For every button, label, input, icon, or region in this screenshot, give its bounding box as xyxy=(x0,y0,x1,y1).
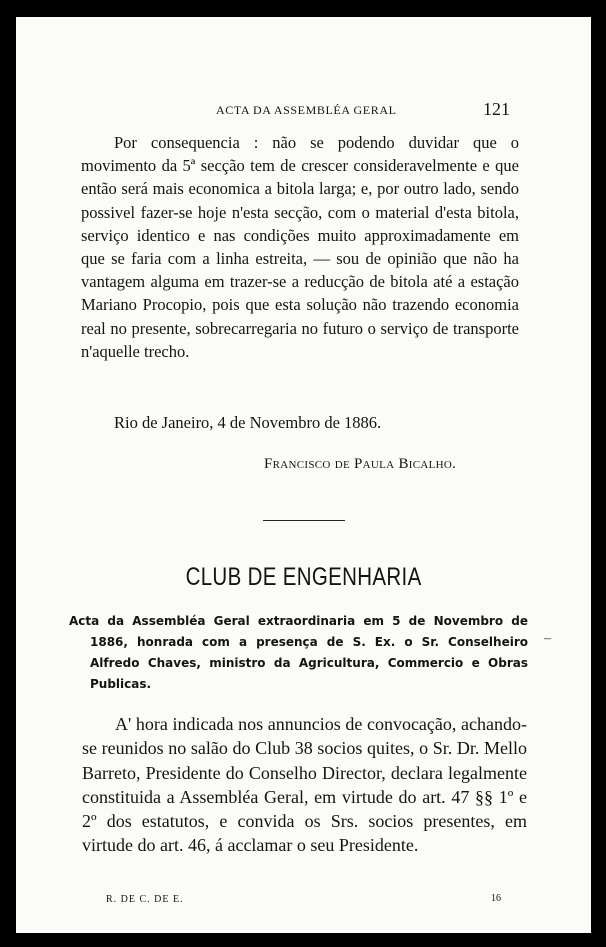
footer-sheet-number: 16 xyxy=(491,893,501,904)
running-title: ACTA DA ASSEMBLÉA GERAL xyxy=(216,103,397,117)
running-head xyxy=(16,101,591,121)
page-number: 121 xyxy=(483,99,510,119)
section-divider xyxy=(263,520,345,521)
minutes-summary: Acta da Assembléa Geral extraordinaria em 5 de Novembro de 1886, honrada com a presença de S. Ex. o Sr. Conselheiro Alfredo Chaves, ministro da Agricultura, Commercio e Obras Publicas. xyxy=(69,614,528,691)
section-title: CLUB DE ENGENHARIA xyxy=(185,563,422,591)
margin-dash-mark: – xyxy=(544,631,551,646)
date-line: Rio de Janeiro, 4 de Novembro de 1886. xyxy=(114,413,382,432)
paragraph-consequencia: Por consequencia : não se podendo duvidar que o movimento da 5ª secção tem de crescer consideravelmente e que então será mais economica a bitola larga; e, por outro lado, sendo possivel fazer-se hoje n'esta secção, com o material d'esta bitola, serviço identico e nas condições muito approximadamente em que se faria com a linha estreita, — sou de opinião que não ha vantagem alguma em trazer-se a reducção de bitola até a estação Mariano Procopio, pois que esta solução não trazendo economia real no presente, sobrecarregaria no futuro o serviço de transporte n'aquelle trecho. xyxy=(81,133,519,361)
author-signature: Francisco de Paula Bicalho. xyxy=(264,456,457,472)
document-page xyxy=(16,17,591,933)
paragraph-hora-indicada: A' hora indicada nos annuncios de convocação, achando-se reunidos no salão do Club 38 socios quites, o Sr. Dr. Mello Barreto, Presidente do Conselho Director, declara legalmente constituida a Assembléa Geral, em virtude do art. 47 §§ 1º e 2º dos estatutos, e convida os Srs. socios presentes, em virtude do art. 46, á acclamar o seu Presidente. xyxy=(82,714,527,856)
footer-signature-mark: R. DE C. DE E. xyxy=(106,894,184,905)
